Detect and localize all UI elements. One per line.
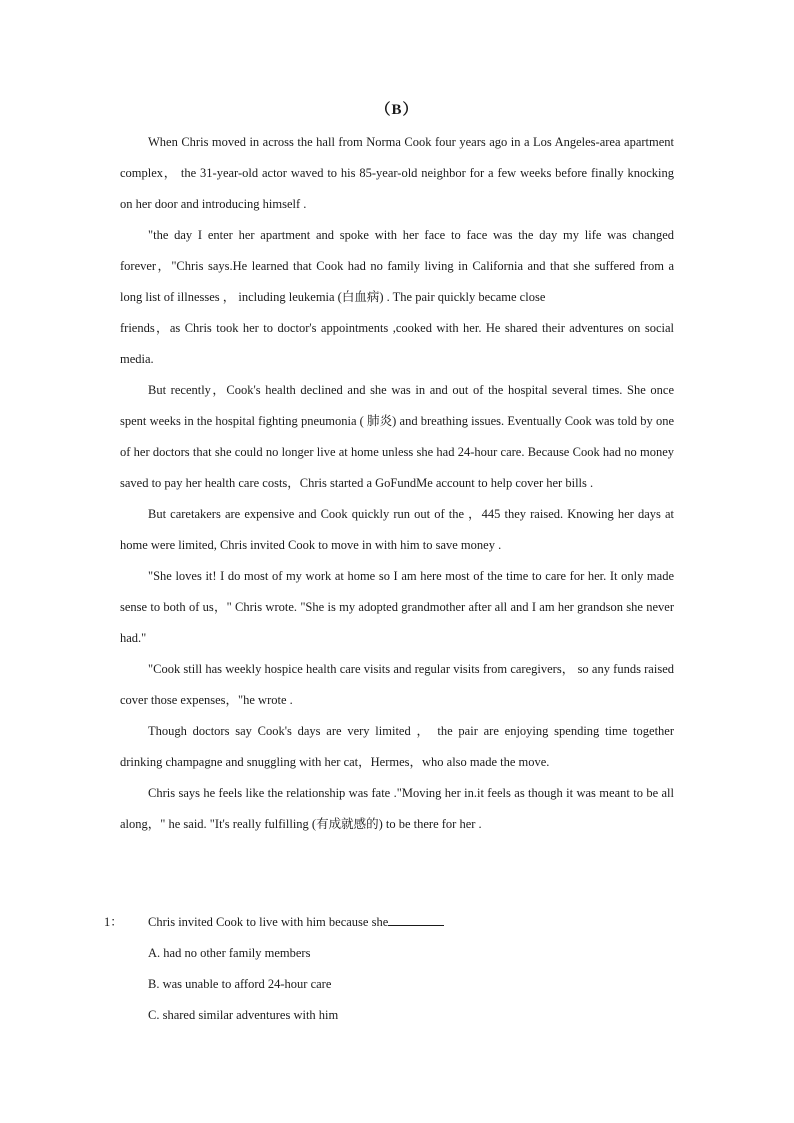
option-c: C. shared similar adventures with him [148, 1008, 339, 1022]
paragraph-4: But recently，Cook's health declined and she was in and out of the hospital several times. She once spent weeks in the hospital fighting pneumonia ( 肺炎) and breathing issues. Eventually Cook was told by one of her doctors that she could no longer live at home unless she had 24-hour care. Because Cook had no money saved to pay her health care costs，Chris started a GoFundMe account to help cover her bills . [120, 383, 674, 490]
paragraph-3: friends，as Chris took her to doctor's appointments ,cooked with her. He shared their adventures on social media. [120, 321, 674, 366]
paragraph-5: But caretakers are expensive and Cook quickly run out of the ，445 they raised. Knowing her days at home were limited, Chris invited Cook to move in with him to save money . [120, 507, 674, 552]
section-title: （B） [375, 102, 419, 118]
paragraph-2: "the day I enter her apartment and spoke with her face to face was the day my life was changed forever，"Chris says.He learned that Cook had no family living in California and that she suffered from a long list of illnesses ， including leukemia (白血病) . The pair quickly became close [120, 228, 674, 304]
option-a: A. had no other family members [148, 946, 311, 960]
question-text: Chris invited Cook to live with him because she [148, 915, 389, 929]
passage [120, 127, 674, 840]
paragraph-9: Chris says he feels like the relationship was fate ."Moving her in.it feels as though it was meant to be all along，" he said. "It's really fulfilling (有成就感的) to be there for her . [120, 786, 674, 831]
question-1 [104, 907, 684, 1031]
paragraph-8: Though doctors say Cook's days are very limited ， the pair are enjoying spending time together drinking champagne and snuggling with her cat，Hermes，who also made the move. [120, 724, 674, 769]
paragraph-1: When Chris moved in across the hall from Norma Cook four years ago in a Los Angeles-area apartment complex， the 31-year-old actor waved to his 85-year-old neighbor for a few weeks before finally knocking on her door and introducing himself . [120, 135, 674, 211]
paragraph-7: "Cook still has weekly hospice health care visits and regular visits from caregivers， so any funds raised cover those expenses，"he wrote . [120, 662, 674, 707]
question-number: 1： [104, 915, 123, 929]
paragraph-6: "She loves it! I do most of my work at home so I am here most of the time to care for her. It only made sense to both of us，" Chris wrote. "She is my adopted grandmother after all and I am her grandson she never had." [120, 569, 674, 645]
question-stem [104, 907, 684, 938]
answer-blank [388, 913, 444, 926]
option-b: B. was unable to afford 24-hour care [148, 977, 332, 991]
